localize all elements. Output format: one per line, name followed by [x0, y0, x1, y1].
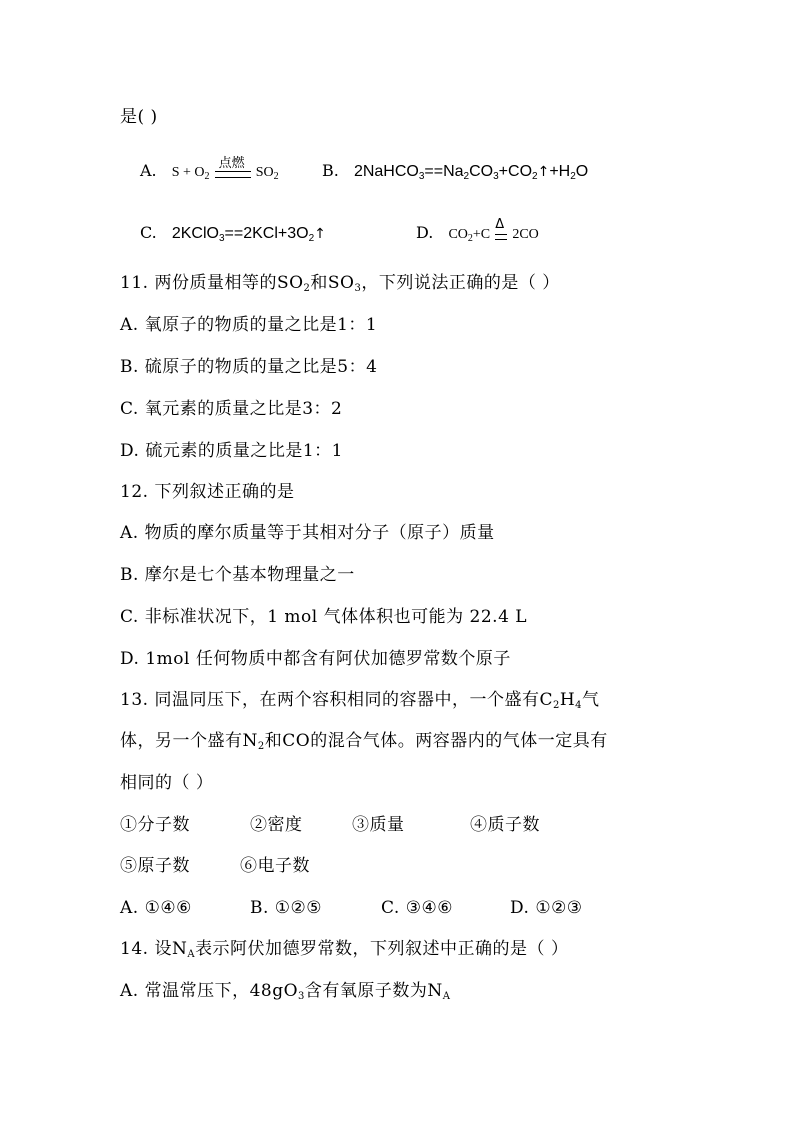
q12-option-c: C. 非标准状况下，1 mol 气体体积也可能为 22.4 L: [120, 607, 528, 627]
option-label: D.: [416, 223, 434, 242]
q13-item-2: ②密度: [250, 815, 303, 835]
q13-stem-line1: 13. 同温同压下，在两个容积相同的容器中，一个盛有$C_2H_4$气: [120, 690, 600, 711]
equation-products: 2CO: [512, 227, 539, 242]
q13-option-b: B. ①②⑤: [250, 898, 323, 918]
q12-option-d: D. 1mol 任何物质中都含有阿伏加德罗常数个原子: [120, 649, 511, 669]
q10-option-d: [416, 216, 539, 246]
q11-option-a: A. 氧原子的物质的量之比是1：1: [120, 315, 378, 335]
gas-arrow-icon: ↑: [537, 164, 550, 180]
q14-option-a: A. 常温常压下，$48gO_3$含有氧原子数为$N_A$: [120, 981, 451, 1002]
q13-option-c: C. ③④⑥: [381, 898, 453, 918]
option-label: A.: [140, 161, 157, 180]
q13-item-1: ①分子数: [120, 815, 190, 835]
gas-arrow-icon: ↑: [314, 226, 326, 242]
equals-sign: [495, 234, 507, 240]
q14-stem: 14. 设$N_A$表示阿伏加德罗常数，下列叙述中正确的是（ ）: [120, 939, 569, 960]
q11-option-b: B. 硫原子的物质的量之比是5：4: [120, 357, 378, 377]
equation-reactants: $CO_2+C$: [448, 227, 491, 244]
q13-option-a: A. ①④⑥: [120, 898, 192, 918]
option-label: B.: [322, 161, 339, 180]
q13-item-4: ④质子数: [470, 815, 540, 835]
q10-option-c: [140, 222, 326, 245]
q10-option-b: [322, 160, 588, 183]
heat-condition-label: Δ: [495, 216, 505, 232]
q12-stem: 12. 下列叙述正确的是: [120, 482, 295, 502]
q10-tail: 是( ): [120, 107, 158, 127]
q13-item-3: ③质量: [352, 815, 405, 835]
equation: $2KClO_3==2KCl+3O_2↑$: [171, 225, 326, 244]
equals-sign: [215, 171, 251, 178]
reaction-condition: [495, 216, 507, 245]
equation-reactants: $S + O_2$: [171, 165, 210, 182]
q13-stem-line3: 相同的（ ）: [120, 773, 214, 793]
q10-option-a: [140, 155, 279, 184]
equation-products: $SO_2$: [255, 165, 279, 182]
equation: $2NaHCO_3==Na_2CO_3+CO_2↑+H_2O$: [353, 163, 589, 182]
q12-option-a: A. 物质的摩尔质量等于其相对分子（原子）质量: [120, 523, 495, 543]
q11-option-c: C. 氧元素的质量之比是3：2: [120, 399, 343, 419]
reaction-condition: [215, 155, 251, 183]
q13-item-5: ⑤原子数: [120, 856, 190, 876]
q11-stem: 11. 两份质量相等的$SO_2$和$SO_3$，下列说法正确的是（ ）: [120, 273, 560, 294]
q13-stem-line2: 体，另一个盛有$N_2$和CO的混合气体。两容器内的气体一定具有: [120, 731, 608, 752]
q12-option-b: B. 摩尔是七个基本物理量之一: [120, 565, 355, 585]
q13-item-6: ⑥电子数: [240, 856, 310, 876]
option-label: C.: [140, 223, 157, 242]
ignite-condition-label: 点燃: [218, 155, 245, 171]
q13-option-d: D. ①②③: [510, 898, 583, 918]
q11-option-d: D. 硫元素的质量之比是1：1: [120, 441, 343, 461]
